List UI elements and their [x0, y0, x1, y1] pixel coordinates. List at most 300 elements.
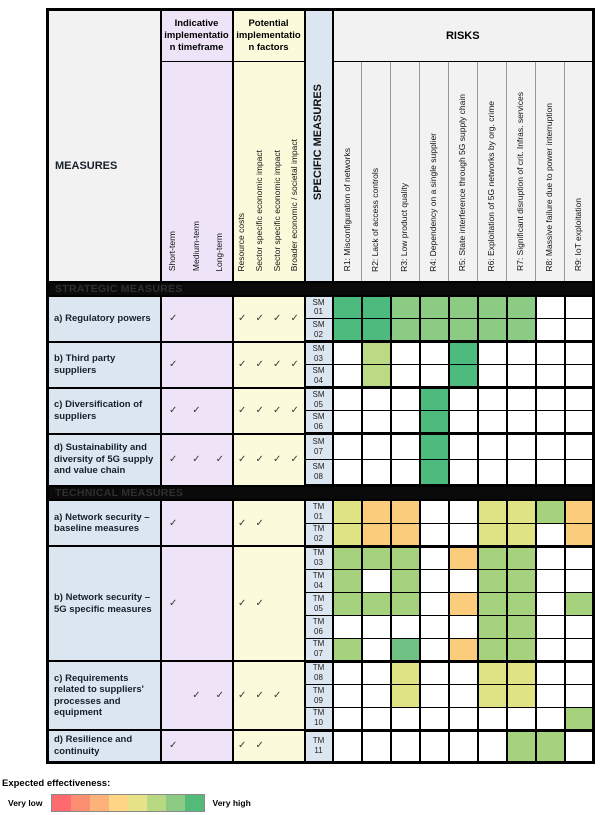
risk-cell-r5 — [449, 661, 478, 684]
risk-cell-r2 — [362, 296, 391, 319]
measure-label: a) Network security – baseline measures — [48, 500, 161, 546]
risk-cell-r4 — [420, 730, 449, 762]
risk-cell-r5 — [449, 523, 478, 546]
risk-cell-r9 — [565, 707, 594, 730]
risk-cell-r8 — [536, 342, 565, 365]
risk-cell-r2 — [362, 615, 391, 638]
empty-slot — [185, 518, 208, 529]
specific-measure-id: SM 04 — [305, 365, 333, 388]
legend-swatch-4 — [109, 795, 128, 811]
risk-cell-r9 — [565, 319, 594, 342]
legend-low-label: Very low — [8, 798, 43, 808]
risk-cell-r9 — [565, 569, 594, 592]
risk-cell-r9 — [565, 615, 594, 638]
legend-swatch-2 — [71, 795, 90, 811]
risk-cell-r6 — [478, 661, 507, 684]
factor-col-4 — [287, 62, 305, 282]
empty-slot — [208, 405, 231, 416]
risk-col-r1 — [333, 62, 362, 282]
risk-cell-r7 — [507, 638, 536, 661]
risk-cell-r2 — [362, 411, 391, 434]
legend-color-bar — [51, 794, 205, 812]
risk-cell-r9 — [565, 460, 594, 486]
risk-cell-r4 — [420, 592, 449, 615]
factor-checks — [233, 296, 305, 342]
legend-swatch-1 — [52, 795, 71, 811]
check-mark: ✓ — [255, 598, 264, 609]
legend-swatch-6 — [147, 795, 166, 811]
check-mark: ✓ — [238, 405, 247, 416]
risk-cell-r5 — [449, 296, 478, 319]
risk-col-r9-label: R9: IoT exploitation — [572, 198, 583, 272]
risk-cell-r9 — [565, 411, 594, 434]
risk-cell-r7 — [507, 592, 536, 615]
risk-cell-r7 — [507, 661, 536, 684]
check-mark: ✓ — [192, 690, 201, 701]
factor-col-4-label: Broader economic / societal impact — [289, 139, 300, 272]
risk-cell-r5 — [449, 460, 478, 486]
risk-cell-r8 — [536, 730, 565, 762]
check-mark: ✓ — [168, 517, 178, 529]
check-mark: ✓ — [273, 359, 282, 370]
risk-cell-r2 — [362, 342, 391, 365]
check-mark: ✓ — [168, 598, 178, 609]
risk-cell-r5 — [449, 730, 478, 762]
risk-cell-r9 — [565, 434, 594, 460]
risk-col-r9 — [565, 62, 594, 282]
risk-cell-r1 — [333, 546, 362, 569]
risk-cell-r6 — [478, 592, 507, 615]
risk-col-r3 — [391, 62, 420, 282]
risk-col-r4-label: R4: Dependency on a single supplier — [428, 132, 439, 272]
risk-cell-r5 — [449, 411, 478, 434]
risk-cell-r7 — [507, 388, 536, 411]
risk-cell-r5 — [449, 615, 478, 638]
risk-cell-r6 — [478, 707, 507, 730]
risk-col-r5 — [449, 62, 478, 282]
risk-cell-r5 — [449, 569, 478, 592]
empty-slot — [208, 313, 231, 324]
check-mark: ✓ — [255, 313, 264, 324]
risk-cell-r2 — [362, 661, 391, 684]
risk-cell-r1 — [333, 707, 362, 730]
risk-cell-r4 — [420, 707, 449, 730]
risk-cell-r6 — [478, 523, 507, 546]
check-mark: ✓ — [215, 454, 225, 465]
specific-measures-header — [305, 10, 333, 282]
check-mark: ✓ — [238, 517, 247, 529]
measure-label: d) Sustainability and diversity of 5G supply and value chain — [48, 434, 161, 486]
timeframe-group-header: Indicative implementation timeframe — [161, 10, 233, 62]
legend-swatch-5 — [128, 795, 147, 811]
risk-col-r1-label: R1: Misconfiguration of networks — [341, 148, 352, 272]
empty-slot — [185, 313, 208, 324]
risk-cell-r8 — [536, 638, 565, 661]
factor-checks — [233, 546, 305, 661]
risk-cell-r2 — [362, 730, 391, 762]
measure-label: d) Resilience and continuity — [48, 730, 161, 762]
risk-cell-r4 — [420, 638, 449, 661]
legend-swatch-8 — [185, 795, 204, 811]
empty-slot — [185, 359, 208, 370]
risk-cell-r8 — [536, 460, 565, 486]
check-mark: ✓ — [192, 454, 201, 465]
risk-cell-r1 — [333, 460, 362, 486]
risk-cell-r8 — [536, 296, 565, 319]
check-mark: ✓ — [255, 517, 264, 529]
risk-cell-r7 — [507, 342, 536, 365]
risk-cell-r8 — [536, 500, 565, 523]
risk-cell-r9 — [565, 638, 594, 661]
risk-cell-r7 — [507, 319, 536, 342]
risk-cell-r4 — [420, 523, 449, 546]
risk-cell-r4 — [420, 434, 449, 460]
risk-cell-r7 — [507, 500, 536, 523]
measures-risk-matrix — [46, 8, 595, 764]
check-mark: ✓ — [273, 405, 282, 416]
specific-measure-id: TM 09 — [305, 684, 333, 707]
risk-cell-r3 — [391, 592, 420, 615]
check-mark: ✓ — [255, 454, 264, 465]
risk-cell-r1 — [333, 296, 362, 319]
risk-cell-r4 — [420, 388, 449, 411]
check-mark: ✓ — [273, 690, 282, 701]
risk-cell-r9 — [565, 296, 594, 319]
risk-cell-r2 — [362, 500, 391, 523]
section-header-technical: TECHNICAL MEASURES — [48, 486, 594, 501]
timeframe-col-3 — [209, 62, 233, 282]
factor-checks — [233, 661, 305, 730]
factor-col-1 — [233, 62, 251, 282]
risk-cell-r7 — [507, 365, 536, 388]
specific-measure-id: SM 02 — [305, 319, 333, 342]
check-mark: ✓ — [238, 598, 247, 609]
risk-cell-r6 — [478, 319, 507, 342]
check-mark: ✓ — [290, 313, 299, 324]
specific-measure-id: TM 05 — [305, 592, 333, 615]
risk-cell-r3 — [391, 684, 420, 707]
empty-slot — [269, 518, 287, 529]
risk-cell-r1 — [333, 319, 362, 342]
risk-cell-r3 — [391, 388, 420, 411]
factor-col-3-label: Sector specific economic impact — [271, 150, 282, 272]
risk-cell-r3 — [391, 707, 420, 730]
risk-cell-r7 — [507, 523, 536, 546]
legend-high-label: Very high — [212, 798, 251, 808]
risk-cell-r6 — [478, 460, 507, 486]
risk-cell-r1 — [333, 730, 362, 762]
risk-cell-r9 — [565, 500, 594, 523]
timeframe-col-1 — [161, 62, 185, 282]
risk-cell-r3 — [391, 569, 420, 592]
effectiveness-legend — [8, 794, 251, 812]
timeframe-checks — [161, 546, 233, 661]
risk-cell-r4 — [420, 661, 449, 684]
risk-cell-r3 — [391, 365, 420, 388]
check-mark: ✓ — [255, 740, 264, 752]
risk-cell-r2 — [362, 546, 391, 569]
risk-cell-r8 — [536, 684, 565, 707]
risks-group-header: RISKS — [333, 10, 594, 62]
risk-cell-r9 — [565, 388, 594, 411]
risk-cell-r8 — [536, 319, 565, 342]
risk-cell-r2 — [362, 592, 391, 615]
risk-cell-r8 — [536, 365, 565, 388]
timeframe-col-3-label: Long-term — [214, 232, 225, 272]
check-mark: ✓ — [168, 359, 178, 370]
risk-cell-r2 — [362, 707, 391, 730]
risk-cell-r2 — [362, 319, 391, 342]
timeframe-col-2 — [185, 62, 209, 282]
risk-cell-r8 — [536, 388, 565, 411]
risk-cell-r9 — [565, 342, 594, 365]
measure-label: b) Network security – 5G specific measures — [48, 546, 161, 661]
risk-cell-r3 — [391, 411, 420, 434]
risk-cell-r5 — [449, 546, 478, 569]
risk-cell-r6 — [478, 434, 507, 460]
check-mark: ✓ — [290, 359, 299, 370]
risk-cell-r7 — [507, 707, 536, 730]
specific-measure-id: TM 08 — [305, 661, 333, 684]
check-mark: ✓ — [255, 359, 264, 370]
risk-cell-r1 — [333, 684, 362, 707]
specific-measure-id: TM 06 — [305, 615, 333, 638]
risk-cell-r8 — [536, 411, 565, 434]
risk-cell-r9 — [565, 684, 594, 707]
factor-col-2-label: Sector specific economic impact — [253, 150, 264, 272]
risk-cell-r6 — [478, 365, 507, 388]
risk-col-r5-label: R5: State interference through 5G supply chain — [457, 94, 468, 272]
risk-cell-r2 — [362, 684, 391, 707]
risk-cell-r2 — [362, 638, 391, 661]
risk-cell-r7 — [507, 460, 536, 486]
check-mark: ✓ — [238, 740, 247, 752]
timeframe-col-2-label: Medium-term — [190, 221, 201, 272]
check-mark: ✓ — [290, 454, 299, 465]
risk-cell-r2 — [362, 388, 391, 411]
risk-cell-r1 — [333, 592, 362, 615]
risk-cell-r1 — [333, 615, 362, 638]
risk-cell-r8 — [536, 592, 565, 615]
specific-measure-id: SM 01 — [305, 296, 333, 319]
check-mark: ✓ — [215, 690, 225, 701]
risk-cell-r5 — [449, 592, 478, 615]
timeframe-checks — [161, 388, 233, 434]
risk-cell-r8 — [536, 661, 565, 684]
specific-measure-id: TM 11 — [305, 730, 333, 762]
risk-cell-r4 — [420, 460, 449, 486]
risk-cell-r6 — [478, 730, 507, 762]
legend-swatch-3 — [90, 795, 109, 811]
empty-slot — [269, 740, 287, 751]
empty-slot — [185, 598, 208, 609]
risk-cell-r6 — [478, 388, 507, 411]
risk-cell-r7 — [507, 615, 536, 638]
risk-cell-r9 — [565, 661, 594, 684]
check-mark: ✓ — [168, 313, 178, 324]
risk-cell-r1 — [333, 569, 362, 592]
risk-col-r2-label: R2: Lack of access controls — [370, 167, 381, 272]
factor-col-1-label: Resource costs — [236, 212, 247, 272]
risk-col-r4 — [420, 62, 449, 282]
specific-measure-id: TM 01 — [305, 500, 333, 523]
risk-cell-r3 — [391, 730, 420, 762]
risk-cell-r4 — [420, 500, 449, 523]
factor-checks — [233, 388, 305, 434]
risk-cell-r1 — [333, 500, 362, 523]
risk-cell-r3 — [391, 638, 420, 661]
check-mark: ✓ — [238, 359, 247, 370]
specific-measure-id: SM 06 — [305, 411, 333, 434]
check-mark: ✓ — [273, 454, 282, 465]
risk-cell-r2 — [362, 523, 391, 546]
specific-measure-id: TM 04 — [305, 569, 333, 592]
specific-measure-id: SM 03 — [305, 342, 333, 365]
factors-group-header: Potential implementation factors — [233, 10, 305, 62]
risk-cell-r5 — [449, 434, 478, 460]
measure-label: a) Regulatory powers — [48, 296, 161, 342]
factor-col-3 — [269, 62, 287, 282]
risk-cell-r5 — [449, 500, 478, 523]
check-mark: ✓ — [168, 405, 178, 416]
risk-cell-r5 — [449, 388, 478, 411]
specific-measure-id: TM 10 — [305, 707, 333, 730]
risk-cell-r9 — [565, 523, 594, 546]
empty-slot — [269, 598, 287, 609]
matrix-body — [48, 282, 594, 763]
risk-cell-r4 — [420, 365, 449, 388]
risk-col-r2 — [362, 62, 391, 282]
risk-cell-r1 — [333, 523, 362, 546]
legend-title: Expected effectiveness: — [2, 778, 111, 789]
risk-cell-r2 — [362, 365, 391, 388]
risk-cell-r3 — [391, 523, 420, 546]
risk-cell-r5 — [449, 365, 478, 388]
risk-cell-r1 — [333, 638, 362, 661]
risk-cell-r6 — [478, 500, 507, 523]
risk-cell-r6 — [478, 296, 507, 319]
check-mark: ✓ — [273, 313, 282, 324]
legend-swatch-7 — [166, 795, 185, 811]
risk-cell-r4 — [420, 684, 449, 707]
risk-cell-r6 — [478, 638, 507, 661]
check-mark: ✓ — [255, 405, 264, 416]
timeframe-checks — [161, 661, 233, 730]
timeframe-col-1-label: Short-term — [167, 231, 178, 272]
risk-cell-r4 — [420, 342, 449, 365]
measure-label: c) Requirements related to suppliers' processes and equipment — [48, 661, 161, 730]
risk-cell-r7 — [507, 730, 536, 762]
timeframe-checks — [161, 730, 233, 762]
specific-measure-id: TM 07 — [305, 638, 333, 661]
specific-measure-id: SM 05 — [305, 388, 333, 411]
factor-checks — [233, 730, 305, 762]
risk-cell-r5 — [449, 342, 478, 365]
risk-cell-r4 — [420, 569, 449, 592]
risk-cell-r2 — [362, 460, 391, 486]
risk-cell-r5 — [449, 319, 478, 342]
check-mark: ✓ — [238, 454, 247, 465]
risk-col-r6 — [478, 62, 507, 282]
timeframe-checks — [161, 296, 233, 342]
risk-col-r8 — [536, 62, 565, 282]
risk-cell-r3 — [391, 460, 420, 486]
empty-slot — [208, 359, 231, 370]
empty-slot — [162, 690, 185, 701]
timeframe-checks — [161, 500, 233, 546]
specific-measure-id: SM 07 — [305, 434, 333, 460]
empty-slot — [208, 740, 231, 751]
specific-measure-id: TM 02 — [305, 523, 333, 546]
risk-cell-r8 — [536, 707, 565, 730]
measure-label: c) Diversification of suppliers — [48, 388, 161, 434]
check-mark: ✓ — [290, 405, 299, 416]
empty-slot — [286, 690, 304, 701]
risk-cell-r6 — [478, 411, 507, 434]
factor-col-2 — [251, 62, 269, 282]
risk-cell-r6 — [478, 615, 507, 638]
risk-cell-r8 — [536, 615, 565, 638]
risk-cell-r6 — [478, 684, 507, 707]
risk-cell-r4 — [420, 319, 449, 342]
risk-cell-r3 — [391, 434, 420, 460]
empty-slot — [286, 740, 304, 751]
specific-measure-id: SM 08 — [305, 460, 333, 486]
empty-slot — [185, 740, 208, 751]
risk-cell-r3 — [391, 319, 420, 342]
risk-cell-r6 — [478, 546, 507, 569]
risk-cell-r6 — [478, 342, 507, 365]
factor-checks — [233, 500, 305, 546]
measure-label: b) Third party suppliers — [48, 342, 161, 388]
empty-slot — [208, 518, 231, 529]
risk-cell-r3 — [391, 661, 420, 684]
risk-cell-r3 — [391, 296, 420, 319]
check-mark: ✓ — [168, 740, 178, 752]
risk-cell-r7 — [507, 434, 536, 460]
risk-cell-r3 — [391, 500, 420, 523]
check-mark: ✓ — [238, 690, 247, 701]
risk-cell-r9 — [565, 365, 594, 388]
risk-cell-r3 — [391, 342, 420, 365]
risk-col-r3-label: R3: Low product quality — [399, 182, 410, 272]
risk-cell-r8 — [536, 434, 565, 460]
risk-cell-r3 — [391, 546, 420, 569]
risk-cell-r7 — [507, 569, 536, 592]
risk-cell-r7 — [507, 296, 536, 319]
risk-cell-r9 — [565, 546, 594, 569]
risk-cell-r4 — [420, 411, 449, 434]
empty-slot — [208, 598, 231, 609]
risk-cell-r8 — [536, 569, 565, 592]
timeframe-checks — [161, 342, 233, 388]
risk-cell-r4 — [420, 615, 449, 638]
risk-cell-r9 — [565, 592, 594, 615]
specific-measures-label: SPECIFIC MEASURES — [312, 84, 325, 201]
risk-cell-r2 — [362, 569, 391, 592]
risk-cell-r3 — [391, 615, 420, 638]
empty-slot — [286, 518, 304, 529]
risk-col-r7-label: R7: Significant disruption of crit. Infras. services — [515, 92, 526, 272]
risk-cell-r7 — [507, 684, 536, 707]
check-mark: ✓ — [168, 454, 178, 465]
risk-cell-r2 — [362, 434, 391, 460]
risk-cell-r5 — [449, 707, 478, 730]
risk-cell-r1 — [333, 388, 362, 411]
risk-cell-r5 — [449, 638, 478, 661]
factor-checks — [233, 434, 305, 486]
risk-cell-r1 — [333, 342, 362, 365]
